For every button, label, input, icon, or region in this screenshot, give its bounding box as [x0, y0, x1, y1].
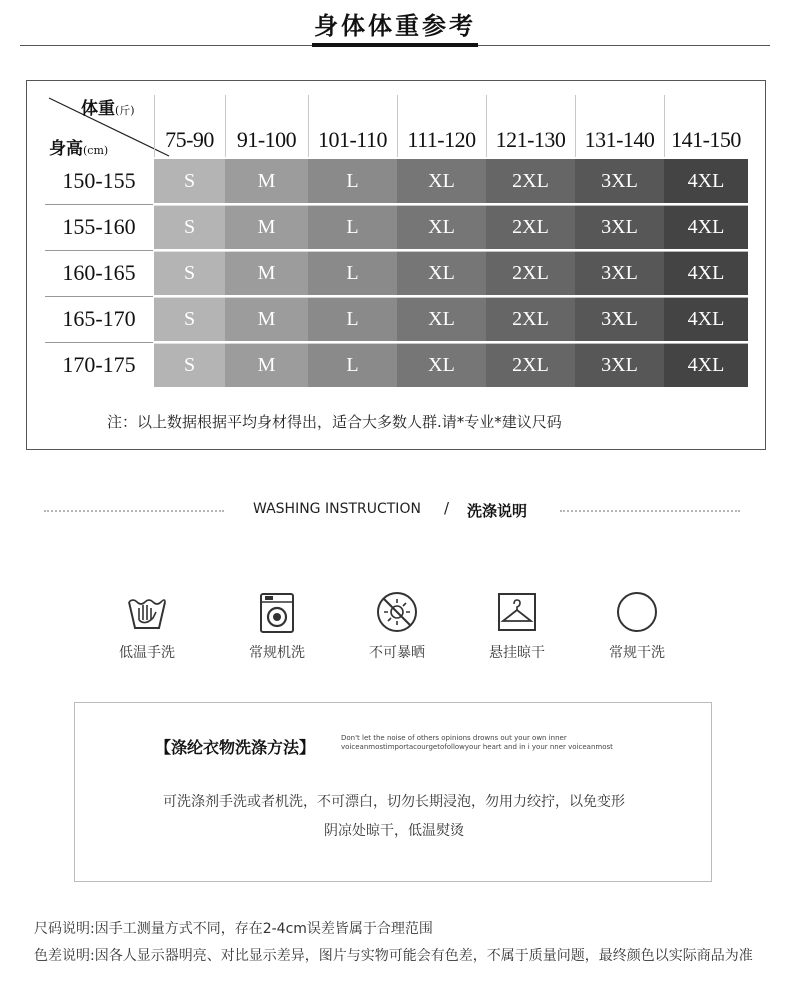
weight-axis-label: 体重(斤) [81, 99, 135, 119]
size-cell: S [154, 251, 225, 295]
size-cell: L [308, 297, 397, 341]
cell-divider [575, 343, 664, 344]
size-cell: 3XL [575, 297, 664, 341]
low-temp-hand-wash-icon [125, 590, 169, 634]
care-item-hang-dry [457, 590, 577, 670]
washing-section-header [0, 498, 790, 522]
size-cell: S [154, 205, 225, 249]
weight-range-header: 75-90 [165, 127, 214, 152]
care-label: 不可暴晒 [369, 645, 425, 661]
weight-range-header: 141-150 [671, 127, 741, 152]
cell-divider [308, 205, 397, 206]
row-divider [45, 204, 153, 205]
cell-divider [154, 251, 225, 252]
weight-range-header: 111-120 [407, 127, 476, 152]
weight-range-header: 101-110 [317, 127, 387, 152]
size-cell: S [154, 343, 225, 387]
washing-method-box [74, 702, 712, 882]
size-cell: S [154, 297, 225, 341]
height-range-header: 160-165 [62, 260, 136, 285]
cell-divider [664, 297, 748, 298]
care-item-dry-clean [577, 590, 697, 670]
height-axis-label: 身高(cm) [49, 139, 109, 159]
cell-divider [225, 297, 308, 298]
care-item-no-sun [337, 590, 457, 670]
method-line-1: 可洗涤剂手洗或者机洗，不可漂白，切勿长期浸泡，勿用力绞拧，以免变形 [163, 794, 625, 810]
size-cell: 4XL [664, 297, 748, 341]
method-line-2: 阴凉处晾干，低温熨烫 [324, 823, 464, 839]
row-divider [45, 250, 153, 251]
cell-divider [575, 205, 664, 206]
size-cell: 2XL [486, 297, 575, 341]
size-cell: 4XL [664, 343, 748, 387]
size-cell: M [225, 343, 308, 387]
size-note: 尺码说明:因手工测量方式不同，存在2-4cm误差皆属于合理范围 [34, 921, 433, 937]
cell-divider [225, 251, 308, 252]
size-cell: 3XL [575, 343, 664, 387]
size-cell: 4XL [664, 205, 748, 249]
size-cell: 4XL [664, 159, 748, 203]
height-range-header: 150-155 [62, 168, 136, 193]
size-cell: 3XL [575, 251, 664, 295]
size-cell: 2XL [486, 205, 575, 249]
cell-divider [397, 251, 486, 252]
cell-divider [225, 205, 308, 206]
cell-divider [308, 297, 397, 298]
size-cell: M [225, 297, 308, 341]
cell-divider [154, 297, 225, 298]
method-title: 【涤纶衣物洗涤方法】 [155, 738, 316, 757]
height-range-header: 155-160 [62, 214, 136, 239]
size-cell: XL [397, 251, 486, 295]
cell-divider [308, 343, 397, 344]
cell-divider [486, 297, 575, 298]
color-note: 色差说明:因各人显示器明亮、对比显示差异，图片与实物可能会有色差，不属于质量问题，最终颜色以实际商品为准 [34, 948, 753, 964]
cell-divider [397, 343, 486, 344]
cell-divider [154, 205, 225, 206]
hang-dry-icon [495, 590, 539, 634]
size-cell: L [308, 343, 397, 387]
dry-clean-icon [615, 590, 659, 634]
cell-divider [486, 251, 575, 252]
size-table-note: 注：以上数据根据平均身材得出，适合大多数人群.请*专业*建议尺码 [107, 413, 562, 431]
size-cell: M [225, 159, 308, 203]
cell-divider [664, 205, 748, 206]
care-label: 常规干洗 [609, 645, 665, 661]
cell-divider [486, 343, 575, 344]
height-range-header: 170-175 [62, 352, 136, 377]
dotted-divider-left [44, 510, 224, 512]
dotted-divider-right [560, 510, 740, 512]
cell-divider [575, 297, 664, 298]
care-label: 常规机洗 [249, 645, 305, 661]
care-item-hand-wash [87, 590, 207, 670]
cell-divider [308, 251, 397, 252]
size-chart [26, 80, 766, 450]
size-cell: 4XL [664, 251, 748, 295]
size-cell: XL [397, 159, 486, 203]
row-divider [45, 342, 153, 343]
cell-divider [664, 251, 748, 252]
size-cell: M [225, 205, 308, 249]
weight-range-header: 131-140 [584, 127, 655, 152]
care-label: 低温手洗 [119, 645, 175, 661]
machine-wash-icon [255, 590, 299, 634]
size-cell: L [308, 159, 397, 203]
cell-divider [154, 343, 225, 344]
weight-range-header: 91-100 [236, 127, 297, 152]
washing-title-zh: 洗涤说明 [467, 502, 528, 520]
size-cell: M [225, 251, 308, 295]
cell-divider [486, 205, 575, 206]
row-divider [45, 296, 153, 297]
weight-range-header: 121-130 [495, 127, 566, 152]
cell-divider [397, 205, 486, 206]
cell-divider [397, 297, 486, 298]
table-corner-header [45, 92, 171, 158]
size-cell: L [308, 251, 397, 295]
size-cell: 3XL [575, 205, 664, 249]
size-cell: 2XL [486, 343, 575, 387]
cell-divider [664, 343, 748, 344]
size-cell: 3XL [575, 159, 664, 203]
care-label: 悬挂晾干 [489, 645, 545, 661]
size-cell: XL [397, 343, 486, 387]
size-cell: 2XL [486, 159, 575, 203]
cell-divider [225, 343, 308, 344]
washing-title-en: WASHING INSTRUCTION [253, 501, 421, 517]
washing-title-separator: / [444, 499, 450, 517]
care-item-machine-wash [217, 590, 337, 670]
size-cell: XL [397, 297, 486, 341]
size-cell: L [308, 205, 397, 249]
no-sun-exposure-icon [375, 590, 419, 634]
page-title: 身体体重参考 [314, 12, 476, 40]
size-cell: XL [397, 205, 486, 249]
cell-divider [575, 251, 664, 252]
size-cell: 2XL [486, 251, 575, 295]
title-underline [312, 43, 478, 47]
method-english-text: Don't let the noise of others opinions drowns out your own inner voiceanmostimportacourgetofollowyour heart and in i your nner voiceanmost [341, 734, 613, 751]
size-cell: S [154, 159, 225, 203]
height-range-header: 165-170 [62, 306, 136, 331]
